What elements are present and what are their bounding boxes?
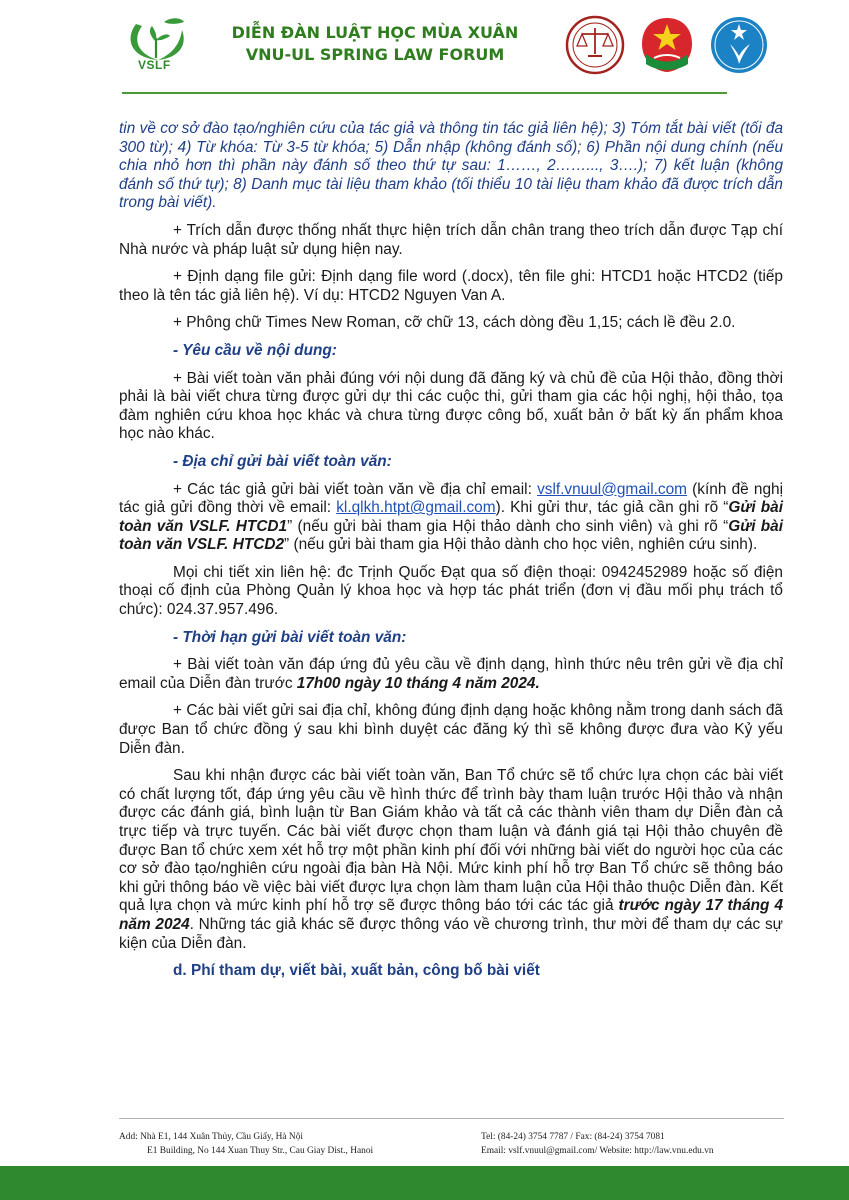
page-title <box>200 22 550 66</box>
title-english: VNU-UL SPRING LAW FORUM <box>245 45 505 64</box>
footer-divider <box>119 1118 784 1119</box>
paragraph-structure: tin về cơ sở đào tạo/nghiên cứu của tác giả và thông tin tác giả liên hệ); 3) Tóm tắt bài viết (tối đa 300 từ); 4) Từ khóa: Từ 3-5 từ khóa; 5) Dẫn nhập (không đánh số); 6) Phần nội dung chính (nếu chia nhỏ hơn thì phần này đánh số theo thứ tự sau: 1……, 2……..., 3….); 7) kết luận (không đánh số thứ tự); 8) Danh mục tài liệu tham khảo (tối thiểu 10 tài liệu tham khảo đã được trích dẫn trong bài viết). <box>119 120 783 212</box>
vslf-logo <box>122 14 192 78</box>
youth-union-logo <box>636 14 698 76</box>
heading-deadline: - Thời hạn gửi bài viết toàn văn: <box>173 628 407 646</box>
paragraph-invalid-submissions: + Các bài viết gửi sai địa chỉ, không đúng định dạng hoặc không nằm trong danh sách đã được Ban tổ chức đồng ý sau khi bình duyệt các đăng ký thì sẽ không được đưa vào Kỷ yếu Diễn đàn. <box>119 702 783 757</box>
subject-htcd2: Gửi bài toàn văn VSLF. HTCD2 <box>119 517 784 554</box>
paragraph-deadline: + Bài viết toàn văn đáp ứng đủ yêu cầu về định dạng, hình thức nêu trên gửi về địa chỉ email của Diễn đàn trước 17h00 ngày 10 tháng 4 năm 2024. <box>119 656 783 692</box>
student-association-logo <box>708 14 770 76</box>
deadline-date: 17h00 ngày 10 tháng 4 năm 2024. <box>296 674 540 692</box>
paragraph-font: + Phông chữ Times New Roman, cỡ chữ 13, cách dòng đều 1,15; cách lề đều 2.0. <box>173 314 736 332</box>
paragraph-contact: Mọi chi tiết xin liên hệ: đc Trịnh Quốc Đạt qua số điện thoại: 0942452989 hoặc số điện thoại cố định của Phòng Quản lý khoa học và hợp tác phát triển (đơn vị đầu mối phụ trách tổ chức): 024.37.957.496. <box>119 563 783 619</box>
footer-contact <box>481 1130 811 1158</box>
title-vietnamese: DIỄN ĐÀN LUẬT HỌC MÙA XUÂN <box>231 23 519 42</box>
address-english: E1 Building, No 144 Xuan Thuy Str., Cau Giay Dist., Hanoi <box>147 1146 374 1156</box>
heading-section-d: d. Phí tham dự, viết bài, xuất bản, công bố bài viết <box>173 962 540 980</box>
page-header <box>0 0 849 80</box>
paragraph-citation: + Trích dẫn được thống nhất thực hiện trích dẫn chân trang theo trích dẫn được Tạp chí Nhà nước và pháp luật sử dụng hiện nay. <box>119 221 783 258</box>
paragraph-file-format: + Định dạng file gửi: Định dạng file word (.docx), tên file ghi: HTCD1 hoặc HTCD2 (tiếp theo là tên tác giả liên hệ). Ví dụ: HTCD2 Nguyen Van A. <box>119 268 783 304</box>
footer-address <box>119 1130 449 1158</box>
email-link-vslf[interactable]: vslf.vnuul@gmail.com <box>537 480 687 498</box>
paragraph-submission-address: + Các tác giả gửi bài viết toàn văn về địa chỉ email: vslf.vnuul@gmail.com (kính đề nghị tác giả gửi đồng thời về email: kl.qlkh.htpt@gmail.com). Khi gửi thư, tác giả cần ghi rõ “Gửi bài toàn văn VSLF. HTCD1” (nếu gửi bài tham gia Hội thảo dành cho sinh viên) và ghi rõ “Gửi bài toàn văn VSLF. HTCD2” (nếu gửi bài tham gia Hội thảo dành cho học viên, nghiên cứu sinh). <box>119 480 784 554</box>
footer-email-website: Email: vslf.vnuul@gmail.com/ Website: http://law.vnu.edu.vn <box>481 1146 714 1156</box>
footer-color-band <box>0 1166 849 1200</box>
footer-phone: Tel: (84-24) 3754 7787 / Fax: (84-24) 3754 7081 <box>481 1132 665 1142</box>
vslf-logo-text: VSLF <box>138 58 171 72</box>
header-divider <box>122 92 727 94</box>
heading-submission-address: - Địa chỉ gửi bài viết toàn văn: <box>173 452 392 470</box>
address-vietnamese: Add: Nhà E1, 144 Xuân Thủy, Cầu Giấy, Hà Nội <box>119 1132 303 1142</box>
paragraph-content-requirements: + Bài viết toàn văn phải đúng với nội dung đã đăng ký và chủ đề của Hội thảo, đồng thời phải là bài viết chưa từng được gửi dự thi các cuộc thi, gửi tham gia các hội nghị, hội thảo, tọa đàm nghiên cứu khoa học khác và chưa từng được công bố, xuất bản ở bất kỳ ấn phẩm khoa học nào khác. <box>119 369 783 443</box>
subject-htcd1: Gửi bài toàn văn VSLF. HTCD1 <box>119 499 784 535</box>
heading-content-requirements: - Yêu cầu về nội dung: <box>173 341 337 359</box>
email-link-qlkh[interactable]: kl.qlkh.htpt@gmail.com <box>336 499 496 517</box>
law-school-logo <box>564 14 626 76</box>
paragraph-selection: Sau khi nhận được các bài viết toàn văn, Ban Tổ chức sẽ tổ chức lựa chọn các bài viết có chất lượng tốt, đáp ứng yêu cầu về hình thức để trình bày tham luận trước Hội thảo và nhận được các đánh giá, bình luận từ Ban Giám khảo và tất cả các thành viên tham dự Diễn đàn cả trực tiếp và trực tuyến. Các bài viết được chọn tham luận và đánh giá tại Hội thảo chuyên đề được Ban tổ chức xem xét hỗ trợ một phần kinh phí đối với những bài viết do người học của các cơ sở đào tạo/nghiên cứu ngoài địa bàn Hà Nội. Mức kinh phí hỗ trợ Ban Tổ chức sẽ thông báo khi gửi thông báo về việc bài viết được lựa chọn làm tham luận của Hội thảo thuộc Diễn đàn. Kết quả lựa chọn và mức kinh phí hỗ trợ sẽ được thông báo tới các tác giả trước ngày 17 tháng 4 năm 2024. Những tác giả khác sẽ được thông váo về chương trình, thư mời để tham dự các sự kiện của Diễn đàn. <box>119 767 784 952</box>
notification-date: trước ngày 17 tháng 4 năm 2024 <box>119 897 784 933</box>
document-body <box>119 120 783 990</box>
